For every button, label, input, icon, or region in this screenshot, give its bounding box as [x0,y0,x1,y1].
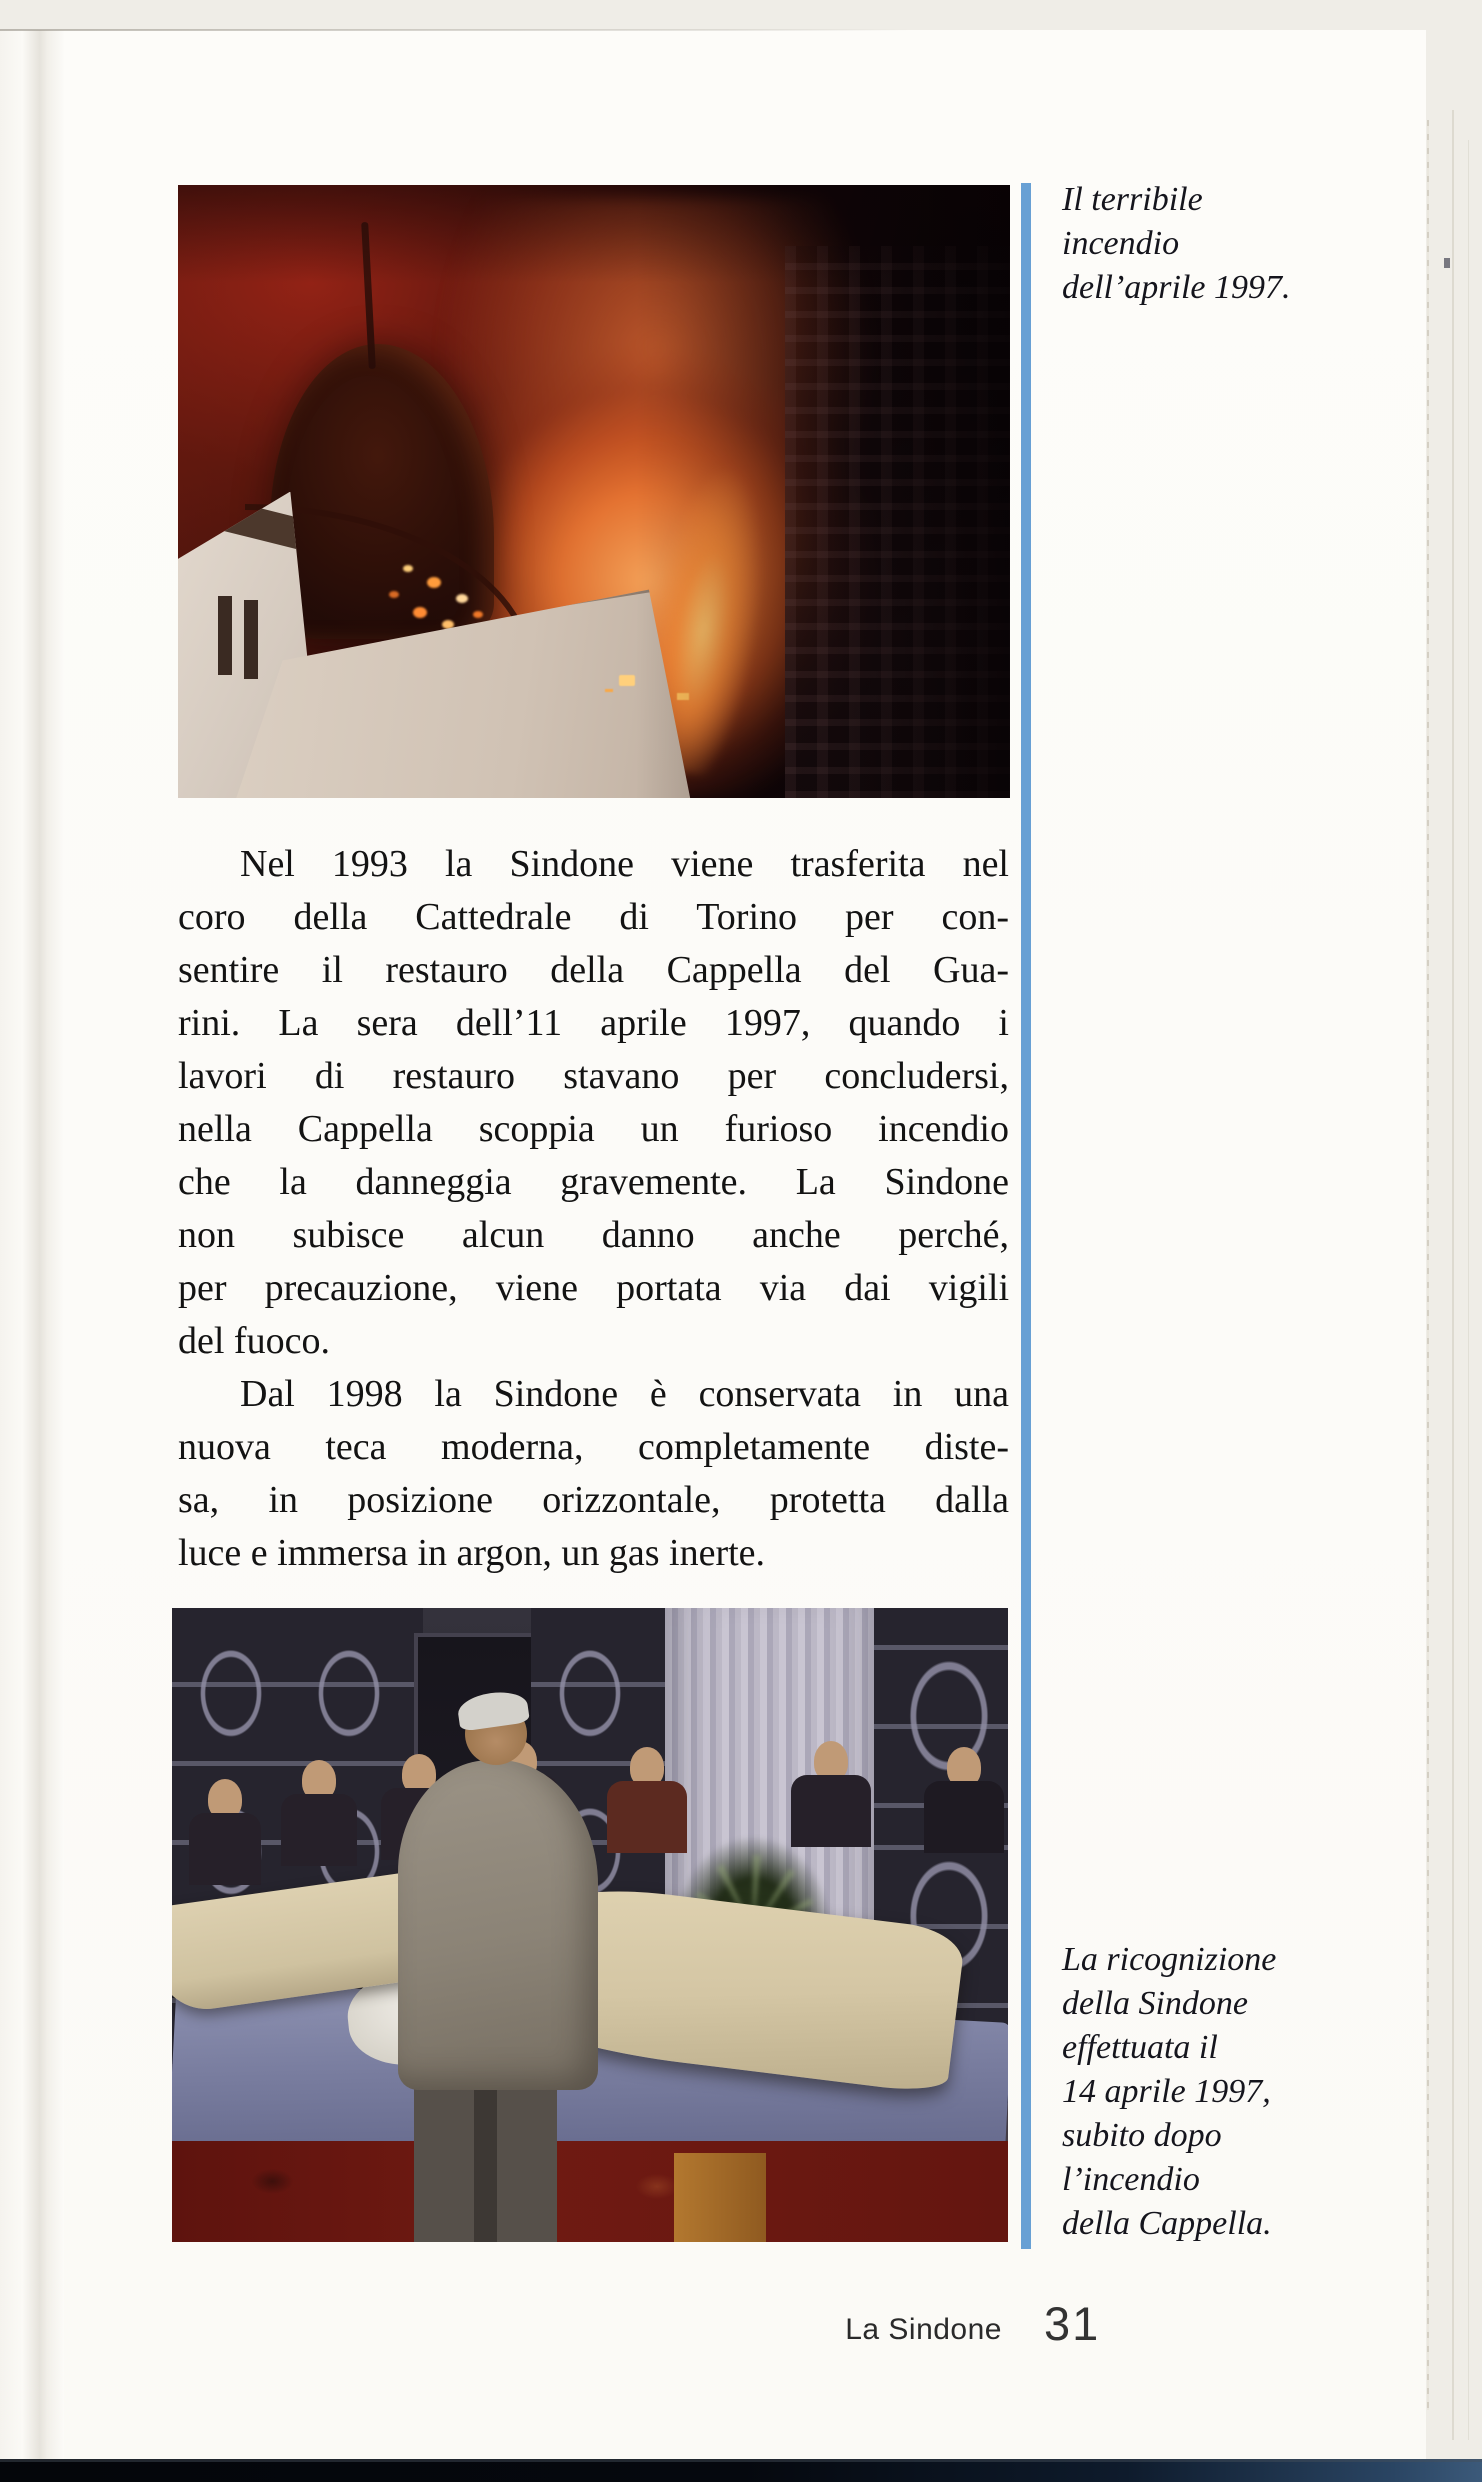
attendee [281,1760,357,1876]
recognition-photo [172,1608,1008,2242]
photo-vignette [178,185,1010,798]
body-line: rini. La sera dell’11 aprile 1997, quando i [178,1002,1009,1044]
attendee-torso [281,1794,357,1866]
page-edge-line [1452,110,1454,2440]
body-line: per precauzione, viene portata via dai vigili [178,1267,1009,1309]
caption-line: 14 aprile 1997, [1062,2073,1271,2110]
attendee [924,1747,1004,1877]
caption-accent-rule [1021,183,1031,2249]
attendee-torso [924,1781,1004,1853]
body-line: Dal 1998 la Sindone è conservata in una [240,1373,1009,1415]
caption-line: La ricognizione [1062,1941,1277,1978]
attendee [791,1741,871,1863]
body-text [178,838,1009,1580]
red-carpet [172,2141,1008,2242]
page-edge-line [1468,140,1469,2440]
wooden-table-base [674,2153,766,2242]
body-line: del fuoco. [178,1320,330,1362]
body-line: lavori di restauro stavano per concludersi, [178,1055,1009,1097]
foreground-man-jacket [398,1760,599,2090]
caption-line: dell’aprile 1997. [1062,269,1291,306]
page-number: 31 [1044,2297,1101,2350]
photo-caption-bottom [1062,1938,1452,2246]
caption-line: l’incendio [1062,2161,1200,2198]
photo-caption-top [1062,178,1442,310]
caption-line: subito dopo [1062,2117,1222,2154]
attendee-torso [791,1775,871,1847]
caption-line: effettuata il [1062,2029,1218,2066]
foreground-man-legs [414,2064,556,2242]
caption-line: della Sindone [1062,1985,1249,2022]
attendee [189,1779,261,1889]
caption-line: incendio [1062,225,1180,262]
attendee-torso [189,1813,261,1885]
caption-line: Il terribile [1062,181,1203,218]
body-line: che la danneggia gravemente. La Sindone [178,1161,1009,1203]
scan-artifact [1444,258,1450,268]
body-line: coro della Cattedrale di Torino per con- [178,896,1009,938]
page-top-edge [0,29,910,31]
body-line: nuova teca moderna, completamente diste- [178,1426,1009,1468]
footer-running-title: La Sindone [845,2313,1002,2346]
page-gutter-fold [0,30,64,2460]
body-line: non subisce alcun danno anche perché, [178,1214,1009,1256]
body-line: sa, in posizione orizzontale, protetta dalla [178,1479,1009,1521]
body-line: nella Cappella scoppia un furioso incendio [178,1108,1009,1150]
caption-line: della Cappella. [1062,2205,1272,2242]
scan-background-bottom [0,2459,1482,2482]
body-line: luce e immersa in argon, un gas inerte. [178,1532,766,1574]
body-line: sentire il restauro della Cappella del Gua- [178,949,1009,991]
body-line: Nel 1993 la Sindone viene trasferita nel [240,843,1009,885]
fire-photo [178,185,1010,798]
